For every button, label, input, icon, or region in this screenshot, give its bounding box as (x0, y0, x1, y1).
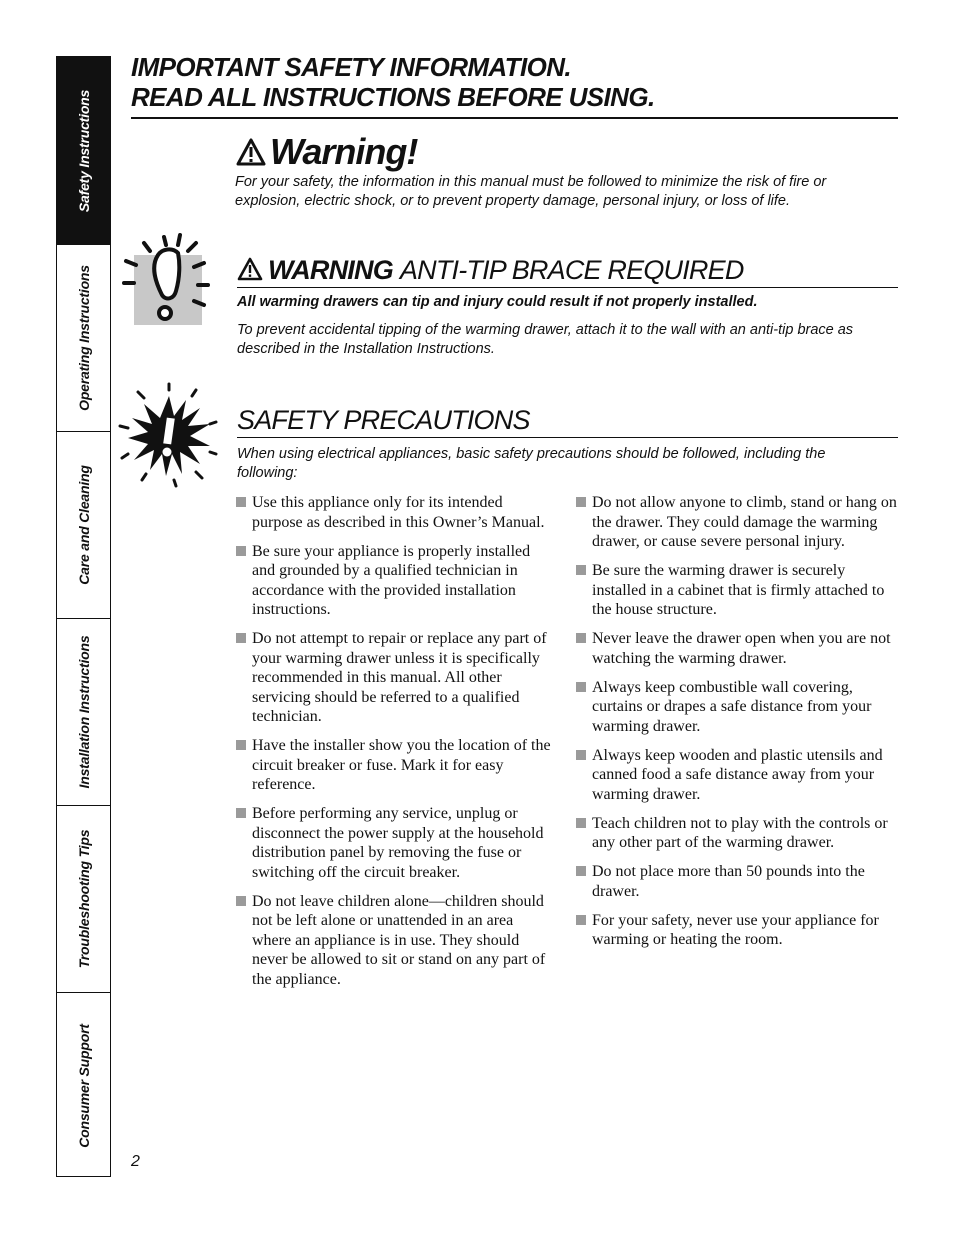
list-item: Use this appliance only for its intended purpose as described in this Owner’s Manual. (236, 493, 554, 532)
tab-care-and-cleaning[interactable] (57, 432, 110, 619)
anti-tip-label: ANTI-TIP BRACE REQUIRED (399, 255, 744, 285)
tab-troubleshooting-tips[interactable] (57, 806, 110, 993)
list-item: Never leave the drawer open when you are not watching the warming drawer. (576, 629, 898, 668)
list-item: Do not attempt to repair or replace any part of your warming drawer unless it is specifically recommended in this manual. All other servicing should be referred to a qualified technician. (236, 629, 554, 727)
anti-tip-bold-note: All warming drawers can tip and injury could result if not properly installed. (237, 294, 758, 310)
bullet-square-icon (236, 497, 246, 507)
bullet-square-icon (576, 818, 586, 828)
list-item: Teach children not to play with the controls or any other part of the warming drawer. (576, 814, 898, 853)
page-title (131, 52, 899, 112)
tab-label: Care and Cleaning (75, 465, 92, 585)
anti-tip-text: To prevent accidental tipping of the warming drawer, attach it to the wall with an anti-tip brace as described in the Installation Instructions. (237, 322, 854, 357)
list-item: Do not leave children alone—children should not be left alone or unattended in an area where an appliance is in use. They should never be allowed to sit or stand on any part of the appliance. (236, 892, 554, 990)
warning-text: For your safety, the information in this manual must be followed to minimize the risk of fire or explosion, electric shock, or to prevent property damage, personal injury, or loss of life. (235, 174, 827, 209)
tab-label: Safety Instructions (75, 89, 92, 212)
tab-label: Operating Instructions (75, 265, 92, 411)
list-item: Be sure your appliance is properly installed and grounded by a qualified technician in accordance with the provided installation instructions. (236, 542, 554, 620)
precautions-left-column (236, 493, 554, 999)
page-title-line-1: IMPORTANT SAFETY INFORMATION. (131, 52, 571, 82)
safety-precautions-title: SAFETY PRECAUTIONS (237, 405, 530, 435)
warning-title-text: Warning! (270, 131, 418, 172)
list-item: Do not place more than 50 pounds into the drawer. (576, 862, 898, 901)
bullet-square-icon (576, 750, 586, 760)
bullet-square-icon (576, 866, 586, 876)
list-item: For your safety, never use your appliance for warming or heating the room. (576, 911, 898, 950)
bullet-square-icon (236, 740, 246, 750)
starburst-exclamation-icon (116, 382, 222, 493)
tab-label: Consumer Support (75, 1023, 92, 1148)
list-item: Do not allow anyone to climb, stand or hang on the drawer. They could damage the warming drawer, or cause severe personal injury. (576, 493, 898, 552)
warning-triangle-icon (237, 257, 263, 281)
bullet-square-icon (576, 682, 586, 692)
bullet-square-icon (236, 896, 246, 906)
list-item: Be sure the warming drawer is securely installed in a cabinet that is firmly attached to the house structure. (576, 561, 898, 620)
tab-safety-instructions[interactable] (57, 57, 110, 245)
list-item: Have the installer show you the location of the circuit breaker or fuse. Mark it for easy reference. (236, 736, 554, 795)
section-tab-strip (56, 56, 111, 1177)
page-title-line-2: READ ALL INSTRUCTIONS BEFORE USING. (131, 82, 655, 112)
tab-installation-instructions[interactable] (57, 619, 110, 806)
bullet-square-icon (236, 546, 246, 556)
exclamation-sketch-icon (120, 233, 216, 334)
tab-consumer-support[interactable] (57, 993, 110, 1178)
list-item: Before performing any service, unplug or disconnect the power supply at the household distribution panel by removing the fuse or switching off the circuit breaker. (236, 804, 554, 882)
bullet-square-icon (576, 497, 586, 507)
tab-label: Troubleshooting Tips (75, 829, 92, 969)
warning-triangle-icon (236, 138, 266, 166)
bullet-square-icon (576, 915, 586, 925)
anti-tip-label-strong: WARNING (268, 255, 393, 285)
bullet-square-icon (576, 633, 586, 643)
list-item: Always keep wooden and plastic utensils and canned food a safe distance away from your warming drawer. (576, 746, 898, 805)
tab-operating-instructions[interactable] (57, 245, 110, 432)
bullet-square-icon (236, 633, 246, 643)
tab-label: Installation Instructions (75, 635, 92, 789)
anti-tip-heading (237, 253, 898, 288)
list-item: Always keep combustible wall covering, curtains or drapes a safe distance from your warming drawer. (576, 678, 898, 737)
precautions-intro: When using electrical appliances, basic safety precautions should be followed, including the following: (237, 446, 826, 481)
safety-precautions-heading (237, 403, 898, 438)
page-number: 2 (131, 1153, 140, 1170)
bullet-square-icon (236, 808, 246, 818)
warning-heading (236, 130, 417, 174)
heading-divider (131, 117, 898, 119)
precautions-right-column (576, 493, 898, 959)
bullet-square-icon (576, 565, 586, 575)
